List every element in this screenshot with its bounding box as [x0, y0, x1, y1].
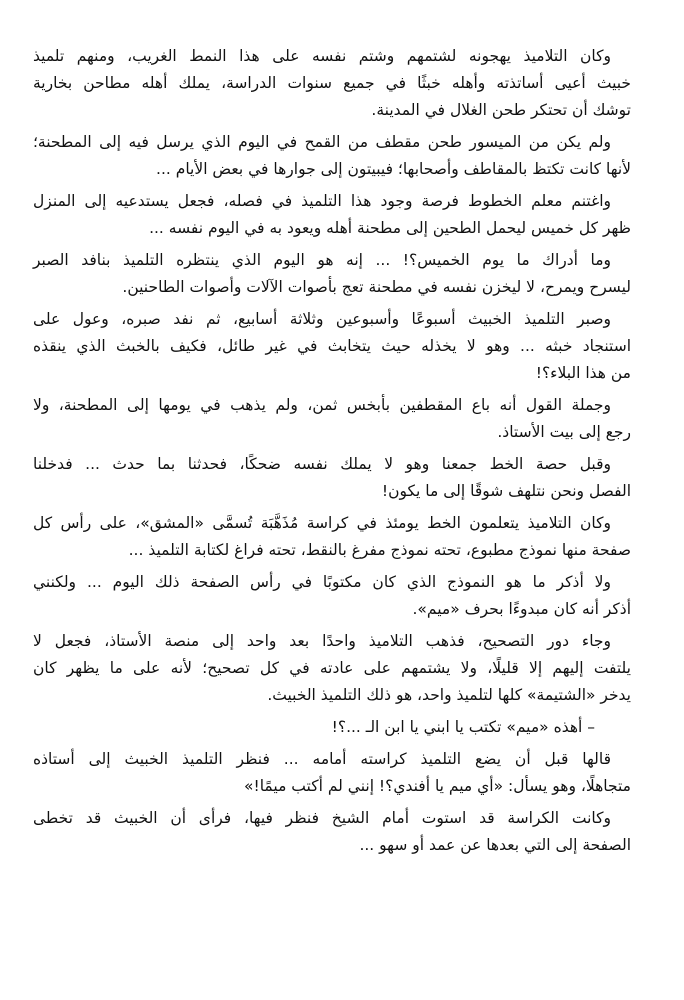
text-line: وكانت الكراسة قد استوت أمام الشيخ فنظر فيها، فرأى أن الخبيث قد تخطى [33, 809, 611, 827]
paragraph [33, 805, 631, 859]
text-line: يدخر «الشتيمة» كلها لتلميذ واحد، هو ذلك التلميذ الخبيث. [267, 686, 631, 704]
paragraph [33, 510, 631, 564]
text-line: وكان التلاميذ يتعلمون الخط يومئذ في كراسة مُذَهَّبَة تُسمَّى «المشق»، على رأس كل [33, 514, 611, 532]
text-line: ولم يكن من الميسور طحن مقطف من القمح في اليوم الذي يرسل فيه إلى المطحنة؛ [33, 133, 611, 151]
paragraph [33, 188, 631, 242]
paragraph [33, 247, 631, 301]
paragraph [33, 306, 631, 387]
text-line: وما أدراك ما يوم الخميس؟! ... إنه هو اليوم الذي ينتظره التلميذ بنافد الصبر [33, 251, 611, 269]
text-line: واغتنم معلم الخطوط فرصة وجود هذا التلميذ في فصله، فجعل يستدعيه إلى المنزل [33, 192, 611, 210]
text-line: ظهر كل خميس ليحمل الطحين إلى مطحنة أهله ويعود به في اليوم نفسه ... [149, 219, 631, 237]
paragraph [33, 569, 631, 623]
text-line: وقبل حصة الخط جمعنا وهو لا يملك نفسه ضحكًا، فحدثنا بما حدث ... فدخلنا [33, 455, 611, 473]
text-line: صفحة منها نموذج مطبوع، تحته نموذج مفرغ بالنقط، تحته فراغ لكتابة التلميذ ... [128, 541, 631, 559]
text-line: – أهذه «ميم» تكتب يا ابني يا ابن الـ ...؟! [331, 718, 595, 736]
text-line: متجاهلًا، وهو يسأل: «أي ميم يا أفندي؟! إنني لم أكتب ميمًا!» [244, 777, 631, 795]
paragraph [33, 746, 631, 800]
text-line: الفصل ونحن نتلهف شوقًا إلى ما يكون! [381, 482, 631, 500]
text-line: وجملة القول أنه باع المقطفين بأبخس ثمن، ولم يذهب في يومها إلى المطحنة، ولا [33, 396, 611, 414]
text-line: لأنها كانت تكتظ بالمقاطف وأصحابها؛ فيبيتون إلى جوارها في بعض الأيام ... [156, 160, 631, 178]
paragraph [33, 129, 631, 183]
paragraph [33, 392, 631, 446]
text-line: قالها قبل أن يضع التلميذ كراسته أمامه ... فنظر التلميذ الخبيث إلى أستاذه [33, 750, 611, 768]
text-line: رجع إلى بيت الأستاذ. [497, 423, 631, 441]
paragraph [33, 628, 631, 709]
text-line: وصبر التلميذ الخبيث أسبوعًا وأسبوعين وثلاثة أسابيع، ثم نفد صبره، وعول على [33, 310, 611, 328]
text-line: استنجاد خبثه ... وهو لا يخذله حيث يتخابث في غير طائل، فكيف بالخبث الذي ينقذه [33, 337, 631, 355]
text-line: الصفحة إلى التي بعدها عن عمد أو سهو ... [359, 836, 631, 854]
dialogue-line [33, 714, 631, 741]
text-line: توشك أن تحتكر طحن الغلال في المدينة. [371, 101, 631, 119]
text-line: يلتفت إليهم إلا قليلًا، ولا يشتمهم على عادته في كل تصحيح؛ لأنه على ما يظهر كان [33, 659, 631, 677]
text-line: خبيث أعيى أساتذته وأهله خبثًا في جميع سنوات الدراسة، يملك أهله مطاحن بخارية [33, 74, 631, 92]
text-line: أذكر أنه كان مبدوءًا بحرف «ميم». [412, 600, 631, 618]
paragraph [33, 43, 631, 124]
text-line: ليسرح ويمرح، لا ليخزن نفسه في مطحنة تعج بأصوات الآلات وأصوات الطاحنين. [122, 278, 631, 296]
paragraph [33, 451, 631, 505]
text-line: وكان التلاميذ يهجونه لشتمهم وشتم نفسه على هذا النمط الغريب، ومنهم تلميذ [33, 47, 611, 65]
text-line: وجاء دور التصحيح، فذهب التلاميذ واحدًا بعد واحد إلى منصة الأستاذ، فجعل لا [33, 632, 611, 650]
text-line: من هذا البلاء؟! [535, 364, 631, 382]
text-line: ولا أذكر ما هو النموذج الذي كان مكتوبًا في رأس الصفحة ذلك اليوم ... ولكنني [33, 573, 611, 591]
